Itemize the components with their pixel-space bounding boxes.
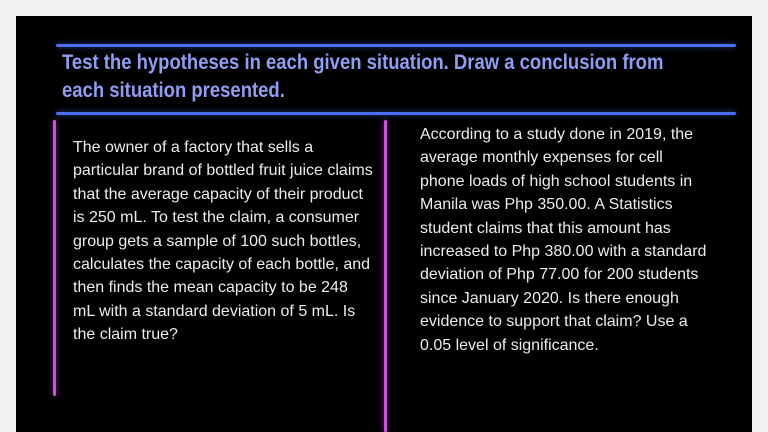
- situation-1-text: The owner of a factory that sells a particular brand of bottled fruit juice claims that the average capacity of their product is 250 mL. To test the claim, a consumer group gets a sample of 100 such bottles, calculates the capacity of each bottle, and then finds the mean capacity to be 248 mL with a standard deviation of 5 mL. Is the claim true?: [73, 139, 373, 344]
- situation-2-text: According to a study done in 2019, the average monthly expenses for cell phone loads of high school students in Manila was Php 350.00. A Statistics student claims that this amount has increased to Php 380.00 with a standard deviation of Php 77.00 for 200 students since January 2020. Is there enough evidence to support that claim? Use a 0.05 level of significance.: [420, 126, 707, 354]
- slide-title-line-2: each situation presented.: [62, 79, 285, 102]
- title-bottom-rule: [56, 112, 736, 115]
- slide-title-line-1: Test the hypotheses in each given situation. Draw a conclusion from: [62, 51, 664, 74]
- right-accent-bar: [384, 120, 387, 432]
- slide-title: [62, 49, 664, 105]
- left-accent-bar: [53, 120, 56, 396]
- slide: [16, 16, 752, 432]
- title-top-rule: [56, 44, 736, 47]
